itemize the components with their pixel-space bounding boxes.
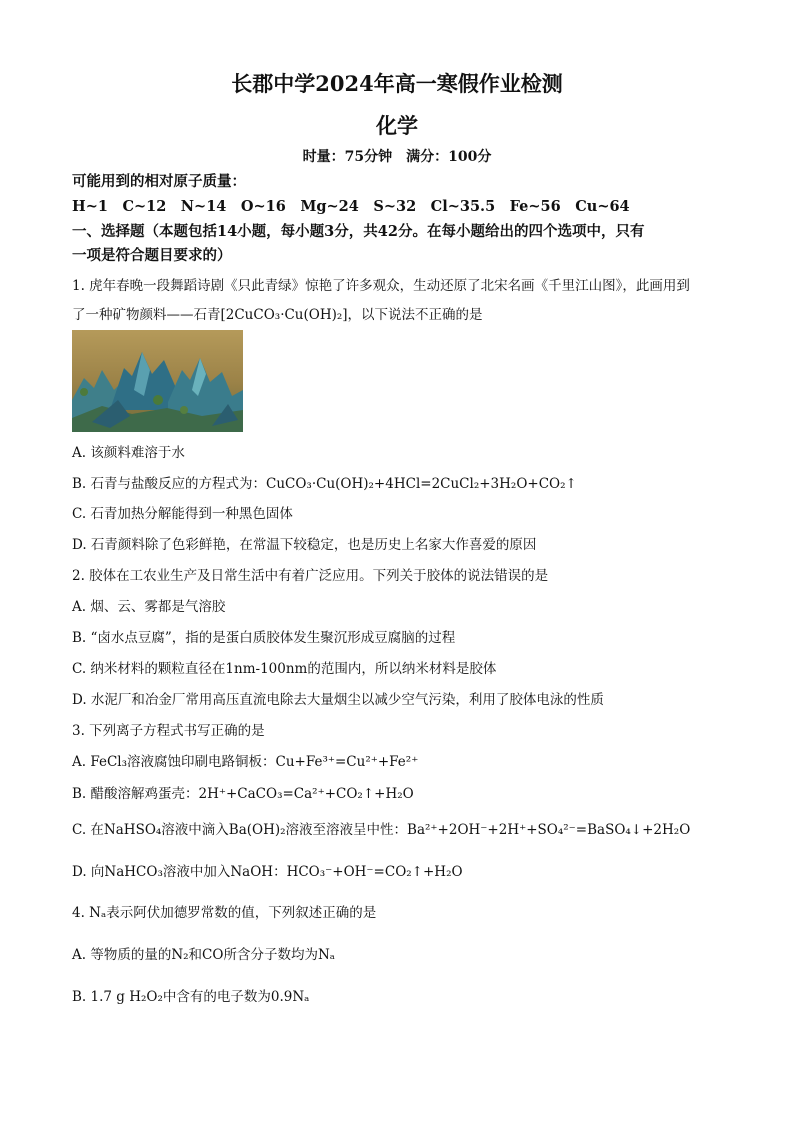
- q2-option-d: D. 水泥厂和冶金厂常用高压直流电除去大量烟尘以减少空气污染，利用了胶体电泳的性质: [72, 692, 604, 708]
- q1-option-d: D. 石青颜料除了色彩鲜艳，在常温下较稳定，也是历史上名家大作喜爱的原因: [72, 537, 537, 553]
- section-heading-line2: 一项是符合题目要求的）: [72, 247, 232, 264]
- q3-option-c: C. 在NaHSO₄溶液中滴入Ba(OH)₂溶液至溶液呈中性：Ba²⁺+2OH⁻+2H⁺+SO₄²⁻=BaSO₄↓+2H₂O: [72, 822, 691, 838]
- q2-option-a: A. 烟、云、雾都是气溶胶: [72, 599, 226, 615]
- q4-option-b: B. 1.7 g H₂O₂中含有的电子数为0.9Nₐ: [72, 989, 310, 1005]
- q1-stem-line2: 了一种矿物颜料——石青[2CuCO₃·Cu(OH)₂]，以下说法不正确的是: [72, 307, 483, 323]
- q3-option-d: D. 向NaHCO₃溶液中加入NaOH：HCO₃⁻+OH⁻=CO₂↑+H₂O: [72, 864, 463, 880]
- q2-option-c: C. 纳米材料的颗粒直径在1nm-100nm的范围内，所以纳米材料是胶体: [72, 661, 497, 677]
- q3-option-b: B. 醋酸溶解鸡蛋壳：2H⁺+CaCO₃=Ca²⁺+CO₂↑+H₂O: [72, 786, 414, 802]
- exam-title: 长郡中学2024年高一寒假作业检测: [231, 71, 563, 96]
- q1-stem-line1: 1. 虎年春晚一段舞蹈诗剧《只此青绿》惊艳了许多观众，生动还原了北宋名画《千里江山图》，此画用到: [72, 278, 690, 294]
- section-heading-line1: 一、选择题（本题包括14小题，每小题3分，共42分。在每小题给出的四个选项中，只有: [72, 223, 645, 240]
- q1-option-a: A. 该颜料难溶于水: [72, 445, 185, 461]
- q4-stem: 4. Nₐ表示阿伏加德罗常数的值，下列叙述正确的是: [72, 905, 377, 921]
- q2-option-b: B. “卤水点豆腐”，指的是蛋白质胶体发生聚沉形成豆腐脑的过程: [72, 630, 456, 646]
- q4-option-a: A. 等物质的量的N₂和CO所含分子数均为Nₐ: [72, 947, 335, 963]
- time-score: 时量：75分钟 满分：100分: [302, 149, 492, 165]
- landscape-painting-image: [72, 330, 243, 432]
- q1-option-b: B. 石青与盐酸反应的方程式为：CuCO₃·Cu(OH)₂+4HCl=2CuCl₂+3H₂O+CO₂↑: [72, 476, 577, 492]
- q2-stem: 2. 胶体在工农业生产及日常生活中有着广泛应用。下列关于胶体的说法错误的是: [72, 568, 549, 584]
- subject-title: 化学: [376, 113, 418, 138]
- q3-option-a: A. FeCl₃溶液腐蚀印刷电路铜板：Cu+Fe³⁺=Cu²⁺+Fe²⁺: [72, 754, 419, 770]
- atomic-mass-heading: 可能用到的相对原子质量：: [72, 173, 246, 190]
- q1-option-c: C. 石青加热分解能得到一种黑色固体: [72, 506, 293, 522]
- q3-stem: 3. 下列离子方程式书写正确的是: [72, 723, 265, 739]
- atomic-mass-values: H~1 C~12 N~14 O~16 Mg~24 S~32 Cl~35.5 Fe~56 Cu~64: [72, 198, 630, 215]
